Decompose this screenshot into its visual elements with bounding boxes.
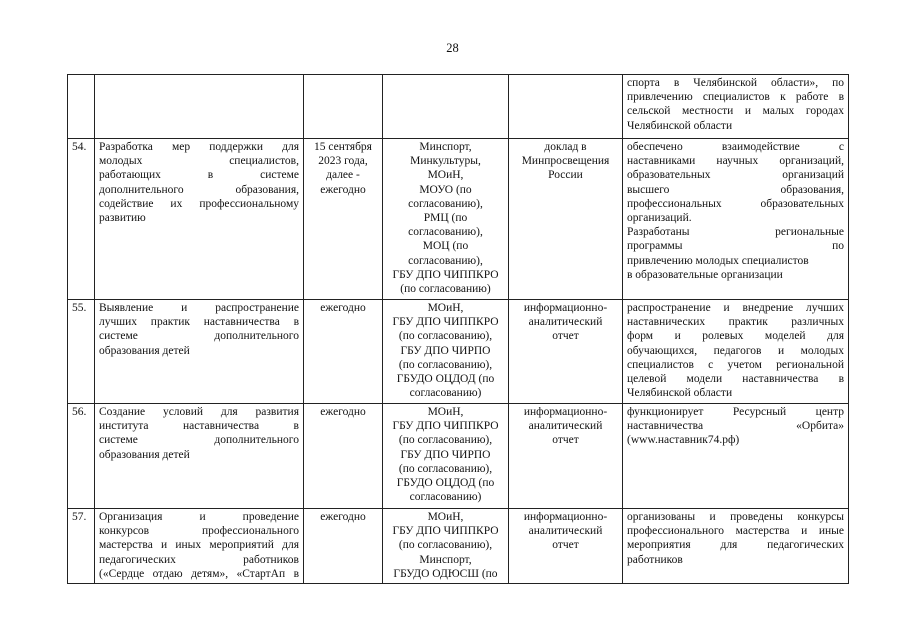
result-lines xyxy=(513,140,618,183)
cell-text-line: системе дополнительного xyxy=(99,434,299,447)
cell-text-line: отчет xyxy=(552,539,579,552)
executors-cell xyxy=(383,404,509,509)
cell-text-line: работающих в системе xyxy=(99,169,299,182)
deadline-lines xyxy=(308,405,378,419)
deadline-lines xyxy=(308,140,378,197)
cell-text-line: привлечению специалистов к работе в xyxy=(627,91,844,104)
cell-text-line: привлечению молодых специалистов xyxy=(627,254,809,267)
cell-text-line: информационно- xyxy=(523,406,608,418)
cell-text-line: программы по xyxy=(627,240,844,253)
cell-text-line: аналитический xyxy=(528,420,603,433)
cell-text-line: организованы и проведены конкурсы xyxy=(627,511,844,523)
cell-text-line: согласованию), xyxy=(408,226,483,239)
executors-lines xyxy=(387,301,504,400)
result-form-cell xyxy=(509,75,623,139)
cell-text-line: ГБУ ДПО ЧИППКРО xyxy=(392,268,499,281)
result-lines xyxy=(513,301,618,344)
deadline-cell xyxy=(304,300,383,404)
cell-text-line: образовательных организаций xyxy=(627,169,844,182)
deadline-cell xyxy=(304,509,383,584)
cell-text-line: (по согласованию), xyxy=(398,462,493,475)
outcome-lines xyxy=(627,301,844,400)
cell-text-line: (по согласованию), xyxy=(398,434,493,447)
cell-text-line: Минпросвещения xyxy=(521,155,610,168)
activity-lines xyxy=(99,301,299,358)
cell-text-line: развитию xyxy=(99,212,146,225)
cell-text-line: согласованию), xyxy=(408,254,483,267)
cell-text-line: далее - xyxy=(326,169,360,182)
result-form-cell xyxy=(509,300,623,404)
result-lines xyxy=(513,405,618,448)
cell-text-line: ГБУДО ОДЮСШ (по xyxy=(393,567,498,580)
cell-text-line: наставничества «Орбита» xyxy=(627,420,844,433)
row-number-cell: 54. xyxy=(68,139,95,300)
cell-text-line: МОиН, xyxy=(427,302,464,314)
executors-cell xyxy=(383,300,509,404)
cell-text-line: ГБУДО ОЦДОД (по xyxy=(396,373,495,386)
cell-text-line: ежегодно xyxy=(320,511,366,523)
activity-lines xyxy=(99,510,299,581)
cell-text-line: работников xyxy=(627,553,683,566)
cell-text-line: ГБУ ДПО ЧИРПО xyxy=(400,344,491,357)
cell-text-line: функционирует Ресурсный центр xyxy=(627,406,844,418)
cell-text-line: системе дополнительного xyxy=(99,330,299,343)
cell-text-line: ежегодно xyxy=(320,183,366,196)
cell-text-line: (www.наставник74.рф) xyxy=(627,434,740,447)
result-form-cell xyxy=(509,139,623,300)
cell-text-line: информационно- xyxy=(523,511,608,523)
result-lines xyxy=(513,510,618,553)
cell-text-line: обеспечено взаимодействие с xyxy=(627,141,844,153)
cell-text-line: отчет xyxy=(552,434,579,447)
cell-text-line: МОЦ (по xyxy=(422,240,469,253)
outcome-lines xyxy=(627,510,844,567)
cell-text-line: аналитический xyxy=(528,525,603,538)
table-row xyxy=(68,509,849,584)
cell-text-line: России xyxy=(548,169,583,182)
activity-plan-table xyxy=(67,74,849,584)
activity-cell xyxy=(95,404,304,509)
cell-text-line: ежегодно xyxy=(320,406,366,418)
cell-text-line: («Сердце отдаю детям», «СтартАп в xyxy=(99,567,299,580)
cell-text-line: согласованию), xyxy=(408,197,483,210)
cell-text-line: Минкультуры, xyxy=(410,155,481,168)
deadline-cell xyxy=(304,404,383,509)
cell-text-line: МОиН, xyxy=(427,511,464,523)
cell-text-line: (по согласованию), xyxy=(398,539,493,552)
cell-text-line: молодых специалистов, xyxy=(99,155,299,168)
cell-text-line: РМЦ (по xyxy=(423,212,468,225)
table-row xyxy=(68,75,849,139)
cell-text-line: Организация и проведение xyxy=(99,511,299,523)
outcome-cell xyxy=(623,139,849,300)
cell-text-line: МОиН, xyxy=(427,406,464,418)
cell-text-line: специалистов с учетом региональной xyxy=(627,358,844,371)
row-number-cell xyxy=(68,75,95,139)
cell-text-line: целевой модели наставничества в xyxy=(627,373,844,386)
cell-text-line: Создание условий для развития xyxy=(99,406,299,418)
page-number: 28 xyxy=(446,41,459,55)
cell-text-line: образования детей xyxy=(99,448,190,461)
cell-text-line: образования детей xyxy=(99,344,190,357)
activity-cell xyxy=(95,300,304,404)
deadline-cell xyxy=(304,139,383,300)
cell-text-line: педагогических работников xyxy=(99,553,299,566)
cell-text-line: отчет xyxy=(552,330,579,343)
cell-text-line: ГБУ ДПО ЧИРПО xyxy=(400,448,491,461)
cell-text-line: профессиональных образовательных xyxy=(627,197,844,210)
table-row xyxy=(68,300,849,404)
outcome-cell xyxy=(623,300,849,404)
cell-text-line: профессионального мастерства и иные xyxy=(627,525,844,538)
executors-cell xyxy=(383,75,509,139)
cell-text-line: лучших практик наставничества в xyxy=(99,316,299,329)
cell-text-line: (по согласованию) xyxy=(400,283,491,296)
executors-cell xyxy=(383,509,509,584)
cell-text-line: Челябинской области xyxy=(627,119,733,132)
executors-lines xyxy=(387,510,504,581)
outcome-cell xyxy=(623,75,849,139)
executors-lines xyxy=(387,140,504,296)
row-number-cell: 57. xyxy=(68,509,95,584)
deadline-lines xyxy=(308,301,378,315)
cell-text-line: дополнительного образования, xyxy=(99,183,299,196)
cell-text-line: МОиН, xyxy=(427,169,464,182)
activity-lines xyxy=(99,140,299,225)
executors-lines xyxy=(387,405,504,504)
outcome-lines xyxy=(627,76,844,133)
outcome-lines xyxy=(627,405,844,448)
cell-text-line: ГБУ ДПО ЧИППКРО xyxy=(392,525,499,538)
cell-text-line: мастерства и иных мероприятий для xyxy=(99,539,299,552)
cell-text-line: распространение и внедрение лучших xyxy=(627,302,844,314)
cell-text-line: наставниками научных организаций, xyxy=(627,155,844,168)
cell-text-line: сельской местности и малых городах xyxy=(627,105,844,118)
cell-text-line: 2023 года, xyxy=(318,155,368,168)
outcome-cell xyxy=(623,509,849,584)
cell-text-line: МОУО (по xyxy=(419,183,472,196)
cell-text-line: организаций. xyxy=(627,212,692,225)
cell-text-line: согласованию) xyxy=(409,491,482,504)
row-number-cell: 56. xyxy=(68,404,95,509)
cell-text-line: (по согласованию), xyxy=(398,330,493,343)
cell-text-line: ГБУ ДПО ЧИППКРО xyxy=(392,316,499,329)
activity-cell xyxy=(95,75,304,139)
cell-text-line: согласованию) xyxy=(409,387,482,400)
result-form-cell xyxy=(509,509,623,584)
cell-text-line: Минспорт, xyxy=(419,141,472,153)
cell-text-line: информационно- xyxy=(523,302,608,314)
cell-text-line: спорта в Челябинской области», по xyxy=(627,77,844,89)
cell-text-line: 15 сентября xyxy=(314,141,372,153)
cell-text-line: аналитический xyxy=(528,316,603,329)
activity-lines xyxy=(99,405,299,462)
outcome-lines xyxy=(627,140,844,282)
cell-text-line: в образовательные организации xyxy=(627,268,783,281)
cell-text-line: Разработка мер поддержки для xyxy=(99,141,299,153)
cell-text-line: содействие их профессиональному xyxy=(99,197,299,210)
cell-text-line: (по согласованию), xyxy=(398,358,493,371)
deadline-lines xyxy=(308,510,378,524)
cell-text-line: Минспорт, xyxy=(419,553,472,566)
cell-text-line: ГБУ ДПО ЧИППКРО xyxy=(392,420,499,433)
cell-text-line: наставнических практик различных xyxy=(627,316,844,329)
cell-text-line: Челябинской области xyxy=(627,387,733,400)
cell-text-line: форм и ролевых моделей для xyxy=(627,330,844,343)
table-row xyxy=(68,404,849,509)
outcome-cell xyxy=(623,404,849,509)
cell-text-line: ежегодно xyxy=(320,302,366,314)
cell-text-line: высшего образования, xyxy=(627,183,844,196)
cell-text-line: конкурсов профессионального xyxy=(99,525,299,538)
deadline-cell xyxy=(304,75,383,139)
activity-cell xyxy=(95,139,304,300)
activity-cell xyxy=(95,509,304,584)
cell-text-line: Разработаны региональные xyxy=(627,226,844,239)
cell-text-line: мероприятия для педагогических xyxy=(627,539,844,552)
row-number-cell: 55. xyxy=(68,300,95,404)
cell-text-line: Выявление и распространение xyxy=(99,302,299,314)
cell-text-line: обучающихся, педагогов и молодых xyxy=(627,344,844,357)
cell-text-line: института наставничества в xyxy=(99,420,299,433)
table-row xyxy=(68,139,849,300)
result-form-cell xyxy=(509,404,623,509)
executors-cell xyxy=(383,139,509,300)
cell-text-line: ГБУДО ОЦДОД (по xyxy=(396,477,495,490)
cell-text-line: доклад в xyxy=(544,141,587,153)
